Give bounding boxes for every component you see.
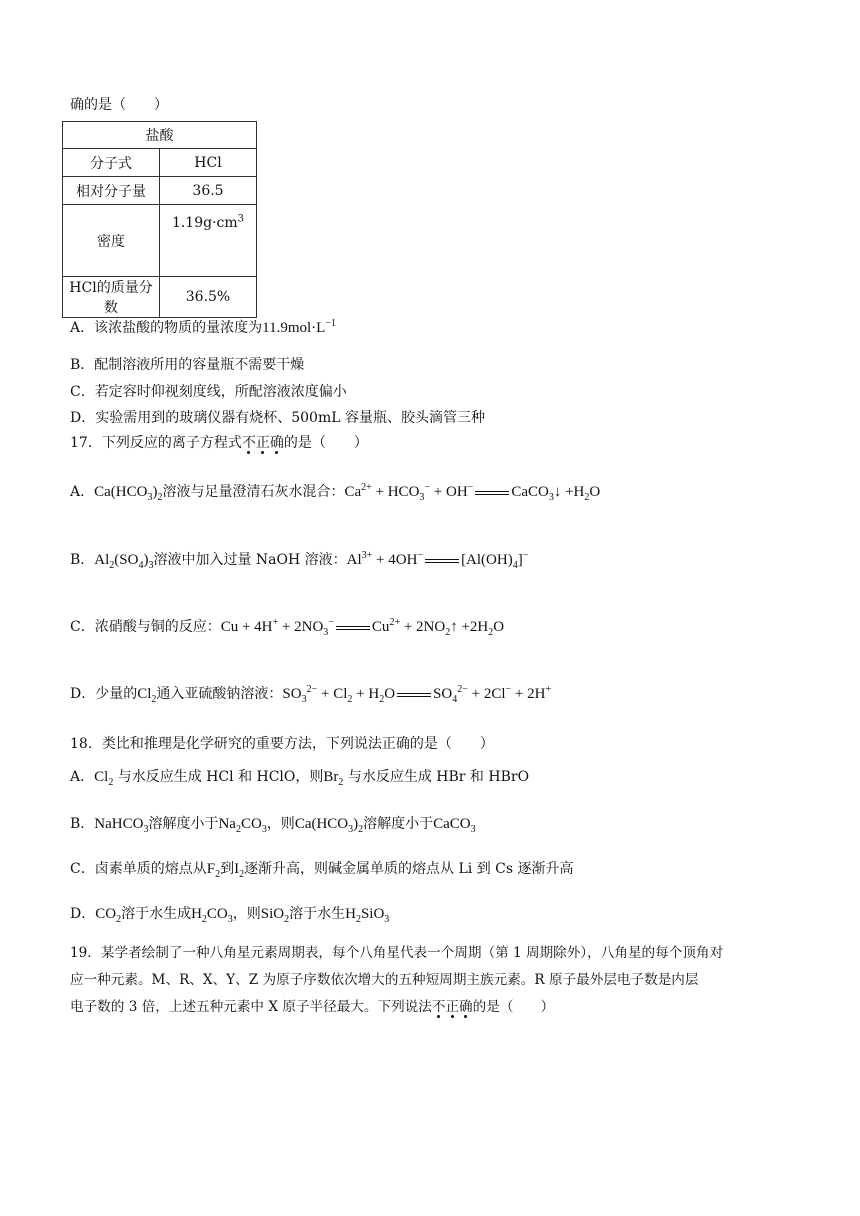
hydrochloric-acid-table <box>62 121 257 318</box>
q18-option-a: A．$Cl_2$ 与水反应生成 HCl 和 HClO，则$Br_2$ 与水反应生成 HBr 和 HBrO <box>70 769 530 788</box>
q17-option-d: D．少量的$Cl_2$通入亚硫酸钠溶液：$SO_3^{2-} + Cl_2 + H_2O$ $SO_4^{2-} + 2Cl^- + 2H^+$ <box>70 684 552 705</box>
q18-option-c: C．卤素单质的熔点从$F_2$到$I_2$逐渐升高，则碱金属单质的熔点从 Li 到 Cs 逐渐升高 <box>70 861 574 880</box>
table-cell-value: HCl <box>160 149 257 177</box>
q17-option-c: C．浓硝酸与铜的反应：$Cu + 4H^+ + 2NO_3^-$ $Cu^{2+}$ + $2NO_2↑ +2H_2O$ <box>70 617 505 638</box>
q18-option-b: B．NaHCO$_3$溶解度小于$Na_2CO_3$，则$Ca(HCO_3)_2$溶解度小于CaCO$_3$ <box>70 816 476 835</box>
q19-line-2: 应一种元素。M、R、X、Y、Z 为原子序数依次增大的五种短周期主族元素。R 原子最外层电子数是内层 <box>70 972 699 988</box>
table-cell-value: 36.5 <box>160 177 257 205</box>
q17-stem: 17．下列反应的离子方程式不正确的是（ ） <box>70 435 368 451</box>
q19-line-3: 电子数的 3 倍，上述五种元素中 X 原子半径最大。下列说法不正确的是（ ） <box>70 999 555 1015</box>
emphasis-dotted: 不正确 <box>241 435 284 451</box>
q16-option-a: A．该浓盐酸的物质的量浓度为$11.9mol\cdot L^{-1}$ <box>70 318 336 336</box>
q19-line-1: 19．某学者绘制了一种八角星元素周期表，每个八角星代表一个周期（第 1 周期除外），八角星的每个顶角对 <box>70 945 724 961</box>
q18-stem: 18．类比和推理是化学研究的重要方法，下列说法正确的是（ ） <box>70 736 494 752</box>
q16-option-d: D．实验需用到的玻璃仪器有烧杯、500mL 容量瓶、胶头滴管三种 <box>70 410 485 426</box>
table-title: 盐酸 <box>63 122 257 149</box>
table-cell-value: $1.19g\cdot cm^3$ <box>160 205 257 277</box>
q16-stem-tail: 确的是（ ） <box>70 97 168 113</box>
table-cell-label: HCl的质量分数 <box>63 277 160 318</box>
q16-option-b: B．配制溶液所用的容量瓶不需要干燥 <box>70 357 305 373</box>
q17-option-a: A．$Ca(HCO_3)_2$溶液与足量澄清石灰水混合：$Ca^{2+} + HCO_3^- + OH^-$ CaCO$_3$↓ $+H_2O$ <box>70 482 601 503</box>
q17-option-b: B．$Al_2(SO_4)_3$溶液中加入过量 NaOH 溶液：$Al^{3+} + 4OH^-$ $[Al(OH)_4]^-$ <box>70 550 529 571</box>
table-cell-label: 分子式 <box>63 149 160 177</box>
q18-option-d: D．$CO_2$溶于水生成$H_2CO_3$，则SiO$_2$溶于水生$H_2SiO_3$ <box>70 906 390 925</box>
emphasis-dotted: 不正确 <box>431 999 473 1015</box>
table-cell-label: 相对分子量 <box>63 177 160 205</box>
table-cell-value: 36.5% <box>160 277 257 318</box>
q16-option-c: C．若定容时仰视刻度线，所配溶液浓度偏小 <box>70 384 347 400</box>
table-cell-label: 密度 <box>63 205 160 277</box>
